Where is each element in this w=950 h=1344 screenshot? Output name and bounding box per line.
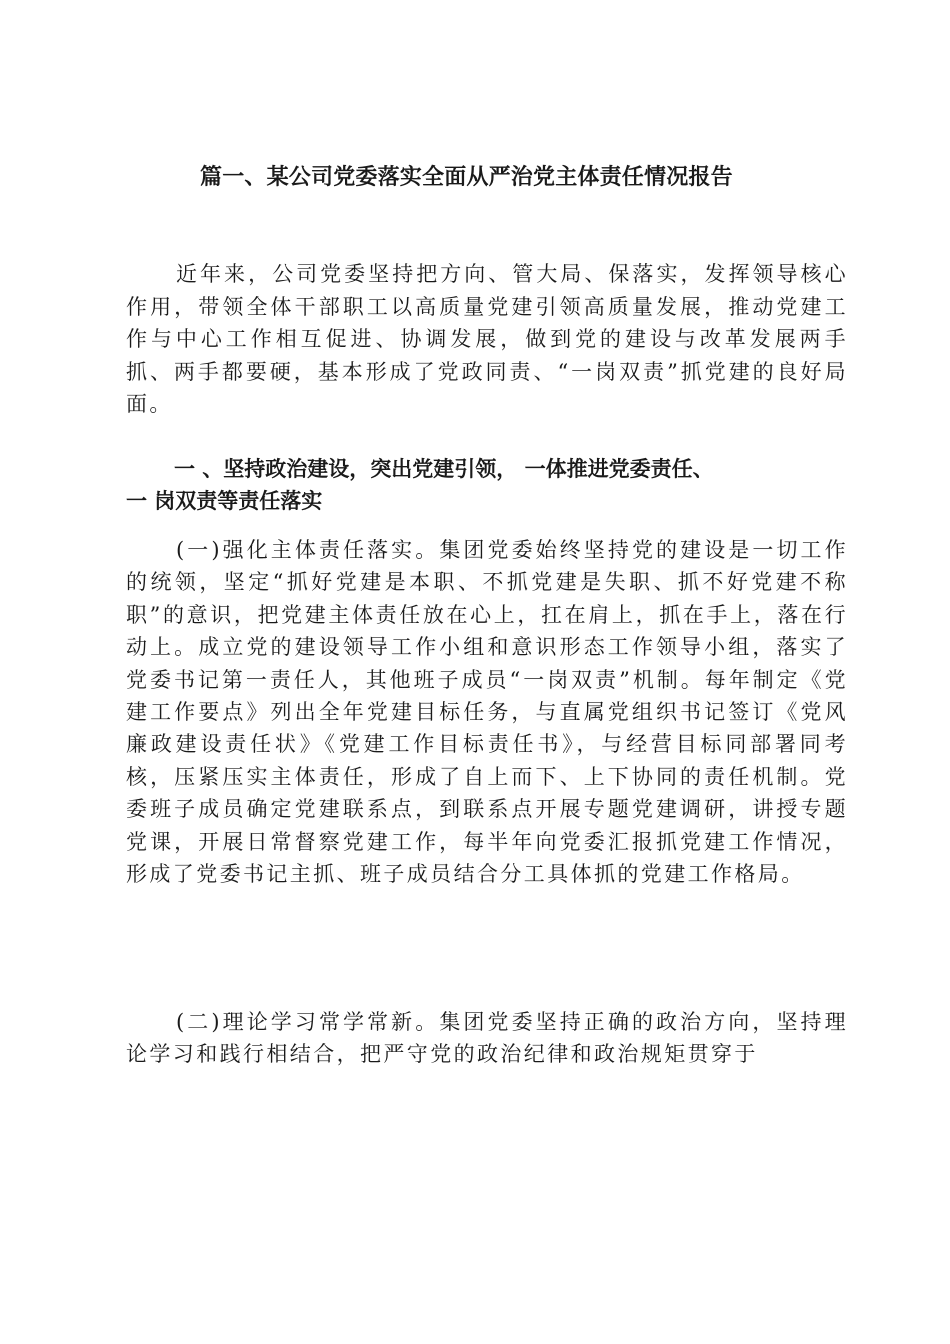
intro-paragraph: 近年来，公司党委坚持把方向、管大局、保落实，发挥领导核心作用，带领全体干部职工以高质量党建引领高质量发展，推动党建工作与中心工作相互促进、协调发展，做到党的建设与改革发展两手抓、两手都要硬，基本形成了党政同责、“一岗双责”抓党建的良好局面。 xyxy=(126,262,848,416)
document-title: 篇一、某公司党委落实全面从严治党主体责任情况报告 xyxy=(200,165,733,190)
section-heading-1 xyxy=(126,453,848,517)
section-heading-1-line-2: 一 岗双责等责任落实 xyxy=(126,489,323,513)
body-paragraph-2: (二)理论学习常学常新。集团党委坚持正确的政治方向，坚持理论学习和践行相结合，把严守党的政治纪律和政治规矩贯穿于 xyxy=(126,1010,848,1067)
body-paragraph-1: (一)强化主体责任落实。集团党委始终坚持党的建设是一切工作的统领，坚定“抓好党建是本职、不抓党建是失职、抓不好党建不称职”的意识，把党建主体责任放在心上，扛在肩上，抓在手上，落在行动上。成立党的建设领导工作小组和意识形态工作领导小组，落实了党委书记第一责任人，其他班子成员“一岗双责”机制。每年制定《党建工作要点》列出全年党建目标任务，与直属党组织书记签订《党风廉政建设责任状》《党建工作目标责任书》，与经营目标同部署同考核，压紧压实主体责任，形成了自上而下、上下协同的责任机制。党委班子成员确定党建联系点，到联系点开展专题党建调研，讲授专题党课，开展日常督察党建工作，每半年向党委汇报抓党建工作情况，形成了党委书记主抓、班子成员结合分工具体抓的党建工作格局。 xyxy=(126,538,848,887)
section-heading-1-line-1: 一 、坚持政治建设，突出党建引领， 一体推进党委责任、 xyxy=(174,457,714,481)
